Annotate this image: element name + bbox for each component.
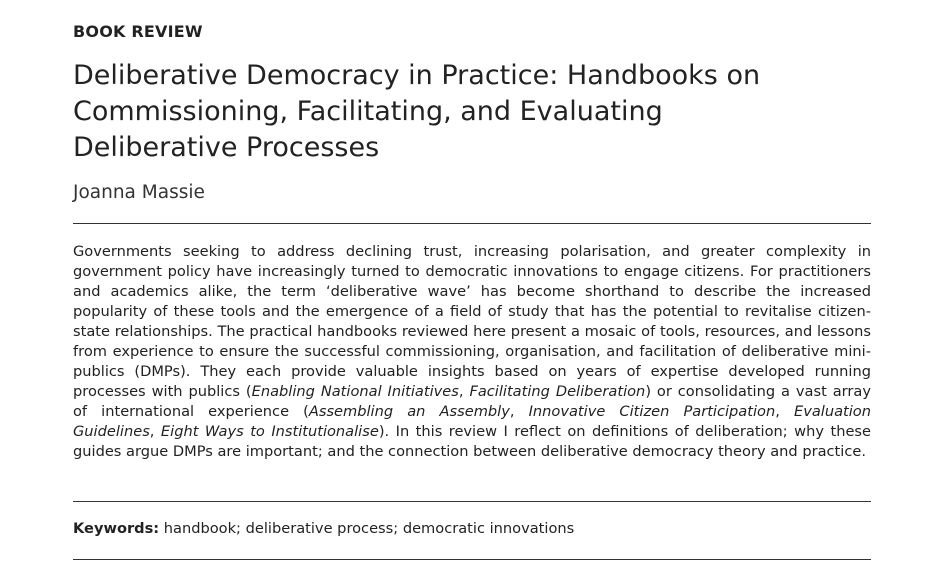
separator: , <box>149 423 161 440</box>
abstract-text-1: Governments seeking to address declining trust, increasing polarisation, and greater complexity in government policy have increasingly turned to democratic innovations to engage citizens. For practitioners and academics alike, the term ‘deliberative wave’ has become shorthand to describe the increased popularity of these tools and the emergence of a field of study that has the potential to revitalise citizen-state relationships. The practical handbooks reviewed here present a mosaic of tools, resources, and lessons from experience to ensure the successful commissioning, organisation, and facilitation of deliberative mini-publics (DMPs). They each provide valuable insights based on years of expertise developed running processes with publics ( <box>73 243 871 400</box>
divider-top <box>73 223 871 224</box>
separator: , <box>775 403 794 420</box>
book-title-assembling-an-assembly: Assembling an Assembly <box>308 403 510 420</box>
separator: , <box>458 383 470 400</box>
abstract <box>73 242 871 462</box>
keywords <box>73 520 574 537</box>
abstract-text-2: ) or consolidating a vast array of international experience ( <box>73 383 871 420</box>
separator: , <box>509 403 529 420</box>
book-title-eight-ways-to-institutionalise: Eight Ways to Institutionalise <box>160 423 379 440</box>
keywords-values: handbook; deliberative process; democratic innovations <box>163 520 575 537</box>
divider-middle <box>73 501 871 502</box>
divider-bottom <box>73 559 871 560</box>
article-title: Deliberative Democracy in Practice: Handbooks on Commissioning, Facilitating, and Evaluating Deliberative Processes <box>73 60 761 163</box>
book-title-enabling-national-initiatives: Enabling National Initiatives <box>251 383 459 400</box>
author-name: Joanna Massie <box>73 182 205 203</box>
abstract-text-3: ). In this review I reflect on definitions of deliberation; why these guides argue DMPs are important; and the connection between deliberative democracy theory and practice. <box>73 423 872 460</box>
book-title-facilitating-deliberation: Facilitating Deliberation <box>469 383 646 400</box>
keywords-label: Keywords: <box>73 520 160 537</box>
book-title-innovative-citizen-participation: Innovative Citizen Participation <box>528 403 776 420</box>
book-title-evaluation-guidelines: Evaluation Guidelines <box>73 403 871 440</box>
section-label: BOOK REVIEW <box>73 22 203 41</box>
